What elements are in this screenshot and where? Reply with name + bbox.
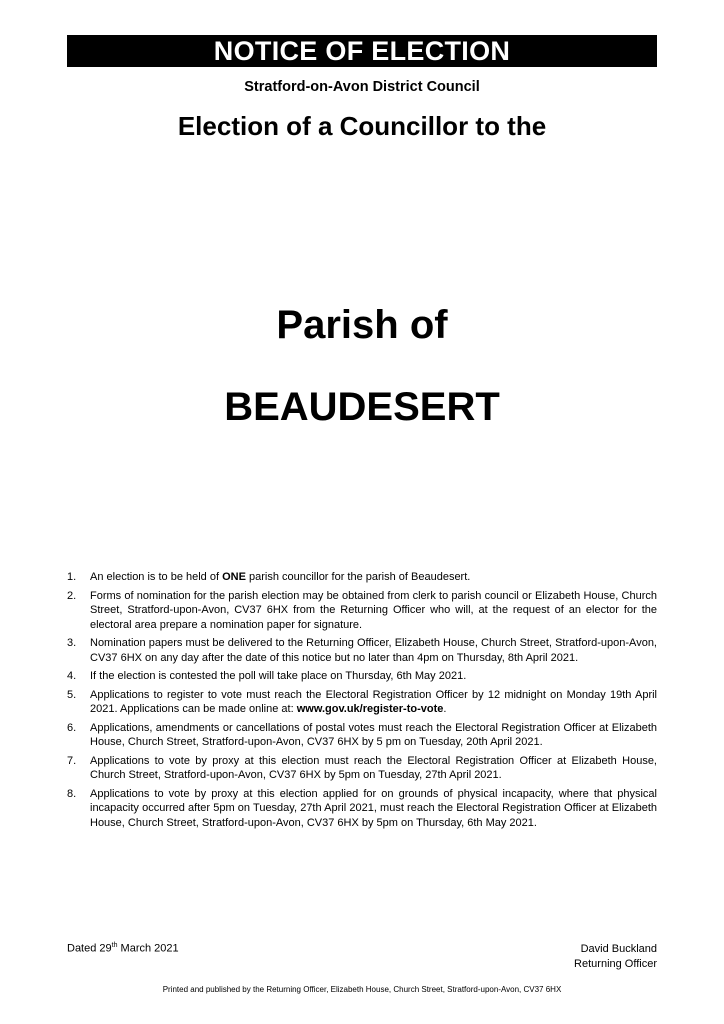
list-item [67, 787, 657, 831]
notice-date: Dated 29th March 2021 [67, 942, 179, 955]
item-number: 2. [67, 589, 77, 602]
returning-officer-signature [574, 942, 657, 972]
council-name: Stratford-on-Avon District Council [244, 79, 480, 95]
item-number: 7. [67, 754, 77, 767]
list-item [67, 688, 657, 717]
item-number: 1. [67, 571, 77, 583]
notice-banner: NOTICE OF ELECTION [67, 35, 657, 67]
item-number: 4. [67, 670, 77, 682]
list-item [67, 570, 657, 585]
list-item [67, 636, 657, 665]
officer-role: Returning Officer [574, 958, 657, 970]
item-number: 5. [67, 688, 77, 701]
item-number: 3. [67, 637, 77, 649]
item-text: If the election is contested the poll will take place on Thursday, 6th May 2021. [90, 670, 467, 682]
imprint: Printed and published by the Returning Officer, Elizabeth House, Church Street, Stratford-upon-Avon, CV37 6HX [162, 985, 562, 994]
item-text: Applications, amendments or cancellations of postal votes must reach the Electoral Registration Officer at Elizabeth House, Church Street, Stratford-upon-Avon, CV37 6HX by 5 pm on Tuesday, 20th April 2021. [90, 721, 657, 748]
list-item [67, 721, 657, 750]
list-item [67, 669, 657, 684]
item-number: 8. [67, 787, 77, 800]
officer-name: David Buckland [580, 943, 657, 955]
parish-name: BEAUDESERT [224, 385, 500, 429]
item-text: An election is to be held of ONE parish councillor for the parish of Beaudesert. [90, 571, 471, 583]
notice-items-list [67, 570, 657, 834]
item-text: Applications to register to vote must reach the Electoral Registration Officer by 12 midnight on Monday 19th April 2021. Applications can be made online at: www.gov.uk/register-to-vote. [90, 688, 657, 715]
item-text: Forms of nomination for the parish election may be obtained from clerk to parish council or Elizabeth House, Church Street, Stratford-upon-Avon, CV37 6HX from the Returning Officer who will, at the request of an elector for the electoral area prepare a nomination paper for signature. [90, 589, 657, 631]
item-text: Applications to vote by proxy at this election applied for on grounds of physical incapacity, where that physical incapacity occurred after 5pm on Tuesday, 27th April 2021, must reach the Electoral Registration Officer at Elizabeth House, Church Street, Stratford-upon-Avon, CV37 6HX by 5pm on Thursday, 6th May 2021. [90, 787, 657, 829]
item-text: Applications to vote by proxy at this election must reach the Electoral Registration Officer at Elizabeth House, Church Street, Stratford-upon-Avon, CV37 6HX by 5pm on Tuesday, 27th April 2021. [90, 754, 657, 781]
item-text: Nomination papers must be delivered to the Returning Officer, Elizabeth House, Church Street, Stratford-upon-Avon, CV37 6HX on any day after the date of this notice but no later than 4pm on Thursday, 8th April 2021. [90, 637, 657, 664]
list-item [67, 754, 657, 783]
list-item [67, 589, 657, 633]
item-number: 6. [67, 721, 77, 734]
parish-label: Parish of [276, 303, 448, 347]
register-link[interactable]: www.gov.uk/register-to-vote [296, 703, 444, 715]
election-title: Election of a Councillor to the [177, 111, 547, 141]
